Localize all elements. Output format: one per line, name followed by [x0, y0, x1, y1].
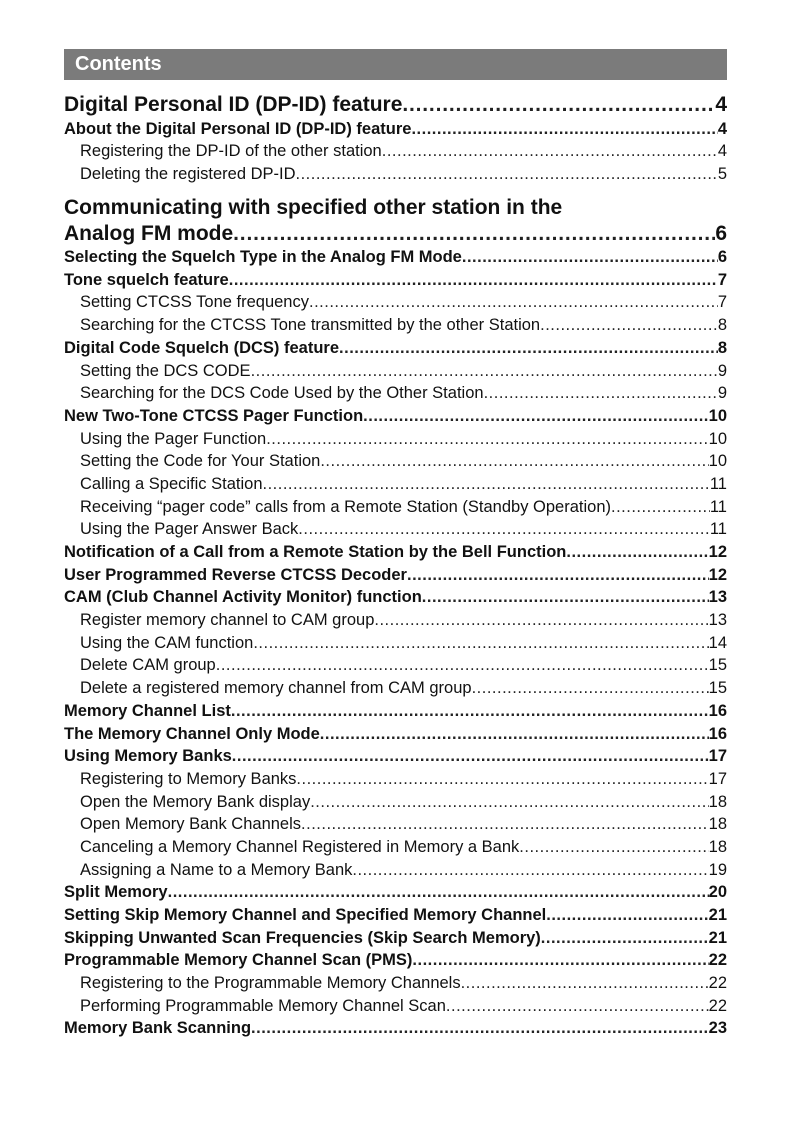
toc-entry[interactable] — [64, 316, 727, 339]
dot-leader — [402, 93, 715, 117]
page-number: 13 — [708, 588, 727, 607]
toc-entry-label: The Memory Channel Only Mode — [64, 724, 320, 743]
toc-entry-label: Memory Channel List — [64, 701, 231, 720]
dot-leader — [296, 165, 718, 184]
page-number: 21 — [708, 928, 727, 947]
toc-entry[interactable] — [64, 1019, 727, 1042]
toc-entry[interactable] — [64, 566, 727, 589]
toc-entry[interactable] — [64, 384, 727, 407]
contents-header: Contents — [64, 49, 727, 80]
toc-entry[interactable] — [64, 271, 727, 294]
toc-entry-label: Skipping Unwanted Scan Frequencies (Skip Search Memory) — [64, 928, 541, 947]
toc-entry-label: Searching for the DCS Code Used by the Other Station — [80, 384, 484, 403]
toc-entry[interactable] — [64, 339, 727, 362]
toc-entry[interactable] — [64, 951, 727, 974]
dot-leader — [310, 793, 708, 812]
page-number: 18 — [708, 792, 727, 811]
toc-entry-label: Performing Programmable Memory Channel Scan — [80, 996, 446, 1015]
dot-leader — [301, 815, 709, 834]
toc-entry[interactable] — [64, 679, 727, 702]
page-number: 6 — [717, 248, 727, 267]
dot-leader — [411, 120, 717, 139]
toc-entry[interactable] — [64, 475, 727, 498]
page-number: 22 — [708, 974, 727, 993]
toc-entry[interactable] — [64, 611, 727, 634]
page-number: 10 — [708, 429, 727, 448]
toc-entry[interactable] — [64, 543, 727, 566]
dot-leader — [339, 339, 718, 358]
toc-entry-label: Selecting the Squelch Type in the Analog FM Mode — [64, 248, 462, 267]
dot-leader — [407, 566, 709, 585]
toc-entry[interactable] — [64, 430, 727, 453]
toc-entry-label: Notification of a Call from a Remote Station by the Bell Function — [64, 543, 567, 561]
page-number: 4 — [717, 119, 727, 138]
toc-entry[interactable] — [64, 498, 727, 521]
toc-entry[interactable] — [64, 656, 727, 679]
toc-entry[interactable] — [64, 634, 727, 657]
dot-leader — [352, 861, 708, 880]
page-number: 13 — [708, 611, 727, 630]
dot-leader — [472, 679, 709, 698]
page-number: 10 — [708, 406, 727, 425]
table-of-contents — [64, 93, 727, 1042]
toc-entry-label: Registering the DP-ID of the other station — [80, 142, 382, 161]
toc-section-analog-fm[interactable] — [64, 222, 727, 249]
toc-entry-label: Open Memory Bank Channels — [80, 815, 302, 834]
page-number: 12 — [708, 543, 727, 561]
toc-entry[interactable] — [64, 793, 727, 816]
toc-section-title: Analog FM mode — [64, 221, 234, 245]
toc-entry-label: Using the Pager Answer Back — [80, 520, 299, 539]
toc-entry[interactable] — [64, 362, 727, 385]
page-number: 17 — [708, 769, 727, 788]
toc-entry-label: Memory Bank Scanning — [64, 1019, 252, 1038]
page-number: 8 — [717, 338, 727, 357]
dot-leader — [412, 951, 708, 970]
page-number: 18 — [708, 815, 727, 834]
dot-leader — [461, 974, 709, 993]
page-number: 4 — [717, 142, 727, 161]
toc-entry-label: Digital Code Squelch (DCS) feature — [64, 338, 340, 357]
toc-entry[interactable] — [64, 142, 727, 165]
toc-entry[interactable] — [64, 747, 727, 770]
toc-entry[interactable] — [64, 974, 727, 997]
dot-leader — [309, 293, 718, 312]
toc-entry-label: Delete a registered memory channel from CAM group — [80, 679, 472, 698]
page-number: 11 — [709, 520, 727, 539]
toc-entry[interactable] — [64, 997, 727, 1020]
dot-leader — [382, 142, 718, 161]
page-number: 11 — [709, 497, 727, 516]
dot-leader — [546, 906, 708, 925]
dot-leader — [298, 520, 710, 539]
toc-entry-label: Open the Memory Bank display — [80, 792, 311, 811]
dot-leader — [231, 702, 709, 721]
page-number: 6 — [715, 221, 727, 245]
dot-leader — [462, 248, 718, 267]
toc-entry-label: Using Memory Banks — [64, 747, 232, 766]
toc-entry[interactable] — [64, 520, 727, 543]
dot-leader — [611, 498, 710, 517]
dot-leader — [541, 929, 709, 948]
page-number: 9 — [717, 384, 727, 403]
toc-entry[interactable] — [64, 293, 727, 316]
toc-entry[interactable] — [64, 702, 727, 725]
toc-entry-label: Searching for the CTCSS Tone transmitted by the other Station — [80, 316, 541, 335]
toc-entry[interactable] — [64, 120, 727, 143]
page-number: 23 — [708, 1019, 727, 1038]
page-number: 7 — [717, 293, 727, 312]
toc-entry-label: About the Digital Personal ID (DP-ID) feature — [64, 119, 412, 138]
dot-leader — [540, 316, 718, 335]
toc-entry-label: Register memory channel to CAM group — [80, 611, 375, 630]
toc-section-title: Digital Personal ID (DP-ID) feature — [64, 93, 403, 116]
dot-leader — [446, 997, 709, 1016]
page-number: 17 — [708, 747, 727, 766]
dot-leader — [263, 475, 710, 494]
dot-leader — [233, 222, 715, 246]
toc-entry[interactable] — [64, 407, 727, 430]
toc-section-title-line1[interactable]: Communicating with specified other station in the — [64, 195, 563, 219]
toc-entry[interactable] — [64, 815, 727, 838]
page-number: 4 — [715, 93, 727, 116]
toc-entry[interactable] — [64, 883, 727, 906]
page-number: 18 — [708, 837, 727, 856]
dot-leader — [422, 588, 709, 607]
page-number: 14 — [708, 633, 727, 652]
toc-entry[interactable] — [64, 838, 727, 861]
toc-entry-label: Setting Skip Memory Channel and Specified Memory Channel — [64, 906, 547, 924]
dot-leader — [566, 543, 708, 562]
toc-entry[interactable] — [64, 588, 727, 611]
toc-entry[interactable] — [64, 248, 727, 271]
dot-leader — [251, 1019, 709, 1038]
dot-leader — [519, 838, 708, 857]
toc-entry[interactable] — [64, 725, 727, 748]
dot-leader — [168, 883, 709, 902]
dot-leader — [229, 271, 718, 290]
dot-leader — [374, 611, 708, 630]
dot-leader — [320, 725, 709, 744]
page-number: 20 — [708, 883, 727, 902]
dot-leader — [266, 430, 708, 449]
toc-entry-label: User Programmed Reverse CTCSS Decoder — [64, 565, 407, 584]
toc-entry[interactable] — [64, 165, 727, 188]
page-number: 22 — [708, 996, 727, 1015]
toc-entry-label: Setting the Code for Your Station — [80, 452, 321, 471]
dot-leader — [320, 452, 708, 471]
toc-entry-label: Calling a Specific Station — [80, 474, 263, 493]
toc-section-dp-id[interactable] — [64, 93, 727, 120]
toc-entry-label: Setting the DCS CODE — [80, 361, 251, 380]
toc-entry[interactable] — [64, 452, 727, 475]
toc-entry[interactable] — [64, 770, 727, 793]
page-number: 5 — [717, 164, 727, 183]
dot-leader — [232, 747, 709, 766]
page-number: 15 — [708, 656, 727, 675]
toc-entry-label: New Two-Tone CTCSS Pager Function — [64, 406, 364, 425]
dot-leader — [363, 407, 708, 426]
toc-entry-label: CAM (Club Channel Activity Monitor) function — [64, 588, 422, 607]
page-number: 16 — [708, 701, 727, 720]
toc-entry-label: Receiving “pager code” calls from a Remote Station (Standby Operation) — [80, 497, 612, 516]
page-number: 12 — [708, 565, 727, 584]
toc-entry-label: Delete CAM group — [80, 656, 216, 675]
toc-entry-label: Using the CAM function — [80, 633, 254, 652]
page-number: 19 — [708, 860, 727, 879]
page-number: 9 — [717, 361, 727, 380]
page-number: 7 — [717, 270, 727, 289]
toc-entry[interactable] — [64, 861, 727, 884]
page-number: 22 — [708, 951, 727, 970]
dot-leader — [296, 770, 708, 789]
page-number: 10 — [708, 452, 727, 471]
toc-entry-label: Assigning a Name to a Memory Bank — [80, 860, 353, 879]
toc-entry-label: Programmable Memory Channel Scan (PMS) — [64, 951, 413, 970]
toc-entry-label: Setting CTCSS Tone frequency — [80, 293, 309, 312]
dot-leader — [253, 634, 708, 653]
page-number: 8 — [717, 316, 727, 335]
toc-entry-label: Canceling a Memory Channel Registered in Memory a Bank — [80, 837, 520, 856]
toc-entry[interactable] — [64, 929, 727, 952]
page-number: 21 — [708, 906, 727, 924]
toc-entry-label: Using the Pager Function — [80, 429, 267, 448]
page-number: 16 — [708, 724, 727, 743]
dot-leader — [484, 384, 718, 403]
toc-entry-label: Tone squelch feature — [64, 270, 229, 289]
page-number: 15 — [708, 679, 727, 698]
dot-leader — [216, 656, 709, 675]
dot-leader — [251, 362, 718, 381]
toc-entry[interactable] — [64, 906, 727, 929]
page-number: 11 — [709, 474, 727, 493]
toc-entry-label: Registering to Memory Banks — [80, 769, 297, 788]
toc-entry-label: Registering to the Programmable Memory Channels — [80, 974, 461, 993]
toc-entry-label: Split Memory — [64, 883, 168, 902]
toc-entry-label: Deleting the registered DP-ID — [80, 164, 296, 183]
